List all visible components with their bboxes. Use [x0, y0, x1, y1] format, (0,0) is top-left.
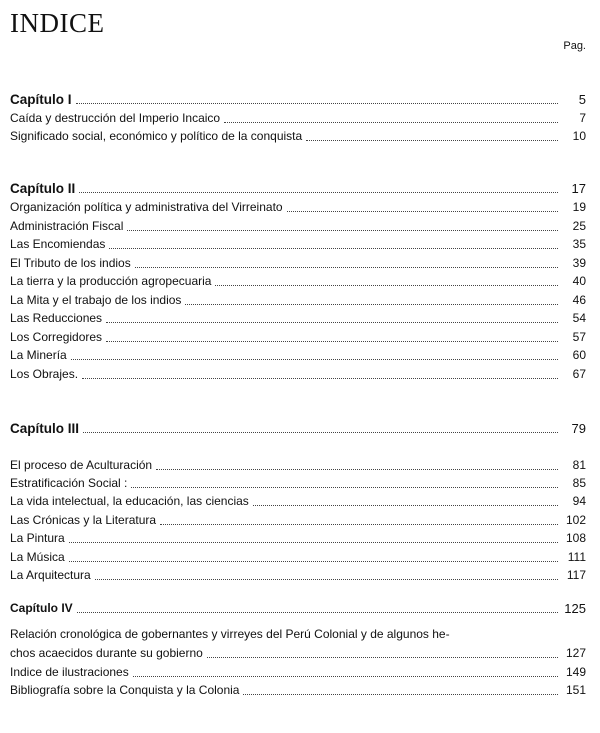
- toc-page-number: 149: [565, 665, 586, 679]
- toc-chapter-label: Capítulo III: [10, 421, 79, 436]
- dot-leader: [306, 140, 558, 141]
- toc-entry-multiline-label: Relación cronológica de gobernantes y virreyes del Perú Colonial y de algunos he-: [10, 627, 450, 641]
- toc-page-number: 5: [578, 92, 586, 107]
- toc-page-number: 17: [571, 181, 586, 196]
- dot-leader: [109, 248, 558, 249]
- dot-leader: [133, 676, 558, 677]
- dot-leader: [95, 579, 558, 580]
- dot-leader: [69, 561, 558, 562]
- toc-entry-label: Las Encomiendas: [10, 237, 106, 251]
- toc-page-number: 67: [572, 367, 586, 381]
- dot-leader: [77, 612, 558, 613]
- toc-page-number: 10: [572, 129, 586, 143]
- toc-page-number: 40: [572, 274, 586, 288]
- toc-entry-label: Indice de ilustraciones: [10, 665, 129, 679]
- toc-entry[interactable]: [10, 664, 586, 680]
- toc-entry-label: Estratificación Social :: [10, 476, 128, 490]
- toc-entry-label: La Música: [10, 550, 65, 564]
- dot-leader: [71, 359, 558, 360]
- toc-page-number: 151: [565, 683, 586, 697]
- toc-page-number: 7: [579, 111, 586, 125]
- page-title: INDICE: [10, 8, 105, 38]
- toc-entry[interactable]: [10, 347, 586, 363]
- toc-page-number: 108: [565, 531, 586, 545]
- toc-entry[interactable]: [10, 530, 586, 546]
- toc-page-number: 54: [572, 311, 586, 325]
- dot-leader: [83, 432, 558, 433]
- dot-leader: [224, 122, 558, 123]
- toc-entry[interactable]: [10, 645, 586, 661]
- toc-entry[interactable]: [10, 128, 586, 144]
- toc-entry[interactable]: [10, 493, 586, 509]
- dot-leader: [106, 341, 558, 342]
- toc-entry[interactable]: [10, 110, 586, 126]
- toc-entry[interactable]: [10, 329, 586, 345]
- toc-page-number: 60: [572, 348, 586, 362]
- toc-page-number: 102: [565, 513, 586, 527]
- dot-leader: [82, 378, 558, 379]
- dot-leader: [185, 304, 558, 305]
- toc-page-number: 127: [565, 646, 586, 660]
- toc-page-number: 81: [572, 458, 586, 472]
- toc-page-number: 79: [571, 421, 586, 436]
- toc-entry-label: Los Corregidores: [10, 330, 103, 344]
- dot-leader: [106, 322, 558, 323]
- toc-entry-label: La Pintura: [10, 531, 65, 545]
- toc-chapter-label: Capítulo I: [10, 92, 72, 107]
- toc-page-number: 85: [572, 476, 586, 490]
- toc-entry[interactable]: [10, 310, 586, 326]
- dot-leader: [127, 230, 558, 231]
- dot-leader: [79, 192, 558, 193]
- toc-entry[interactable]: [10, 366, 586, 382]
- toc-entry[interactable]: [10, 682, 586, 698]
- toc-entry-label: Administración Fiscal: [10, 219, 124, 233]
- toc-entry-label: La vida intelectual, la educación, las ciencias: [10, 494, 249, 508]
- toc-chapter-heading[interactable]: [10, 180, 586, 196]
- toc-entry[interactable]: [10, 255, 586, 271]
- toc-chapter-label: Capítulo II: [10, 181, 76, 196]
- dot-leader: [253, 505, 558, 506]
- toc-entry-label: La Arquitectura: [10, 568, 91, 582]
- toc-chapter-label: Capítulo IV: [10, 601, 73, 615]
- toc-entry-label: Significado social, económico y político de la conquista: [10, 129, 303, 143]
- toc-chapter-heading[interactable]: [10, 420, 586, 436]
- toc-page-number: 57: [572, 330, 586, 344]
- toc-entry-label: Caída y destrucción del Imperio Incaico: [10, 111, 221, 125]
- dot-leader: [156, 469, 558, 470]
- toc-page-number: 35: [572, 237, 586, 251]
- toc-entry-label: Las Crónicas y la Literatura: [10, 513, 157, 527]
- dot-leader: [131, 487, 558, 488]
- toc-page-number: 125: [564, 601, 586, 616]
- toc-chapter-heading[interactable]: [10, 600, 586, 616]
- dot-leader: [160, 524, 558, 525]
- toc-entry[interactable]: [10, 567, 586, 583]
- toc-entry-label: Los Obrajes.: [10, 367, 79, 381]
- toc-page-number: 94: [572, 494, 586, 508]
- toc-page-number: 19: [572, 200, 586, 214]
- page-column-header: Pag.: [563, 40, 586, 52]
- toc-entry[interactable]: [10, 292, 586, 308]
- dot-leader: [215, 285, 558, 286]
- toc-entry[interactable]: [10, 475, 586, 491]
- toc-entry[interactable]: [10, 236, 586, 252]
- dot-leader: [135, 267, 558, 268]
- toc-entry-label: La tierra y la producción agropecuaria: [10, 274, 212, 288]
- toc-entry-label: La Mita y el trabajo de los indios: [10, 293, 182, 307]
- toc-page-number: 117: [566, 568, 586, 582]
- toc-entry[interactable]: [10, 199, 586, 215]
- dot-leader: [76, 103, 559, 104]
- toc-entry-label: chos acaecidos durante su gobierno: [10, 646, 203, 660]
- toc-page-number: 46: [572, 293, 586, 307]
- dot-leader: [243, 694, 558, 695]
- dot-leader: [287, 211, 558, 212]
- toc-entry[interactable]: [10, 549, 586, 565]
- dot-leader: [207, 657, 558, 658]
- toc-page-number: 39: [572, 256, 586, 270]
- toc-entry[interactable]: [10, 512, 586, 528]
- toc-entry-label: Bibliografía sobre la Conquista y la Colonia: [10, 683, 240, 697]
- toc-entry[interactable]: [10, 457, 586, 473]
- toc-entry-label: Las Reducciones: [10, 311, 103, 325]
- toc-entry-label: Organización política y administrativa del Virreinato: [10, 200, 283, 214]
- toc-entry[interactable]: [10, 218, 586, 234]
- toc-entry-label: El Tributo de los indios: [10, 256, 131, 270]
- toc-page-number: 25: [572, 219, 586, 233]
- toc-entry-label: El proceso de Aculturación: [10, 458, 153, 472]
- toc-chapter-heading[interactable]: [10, 91, 586, 107]
- toc-entry-label: La Minería: [10, 348, 67, 362]
- toc-page-number: 111: [567, 550, 586, 564]
- toc-entry[interactable]: [10, 273, 586, 289]
- dot-leader: [69, 542, 558, 543]
